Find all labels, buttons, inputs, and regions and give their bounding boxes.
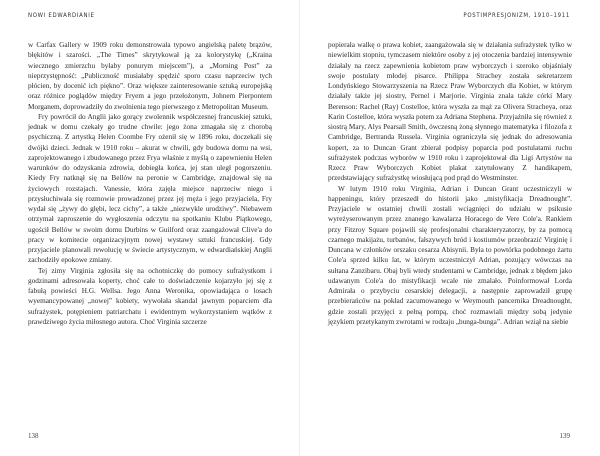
page-number-right: 139: [559, 432, 570, 440]
page-number-left: 138: [28, 432, 39, 440]
right-paragraph-2: W lutym 1910 roku Virginia, Adrian i Duncan Grant uczestniczyli w happeningu, który przeszedł do historii jako „mistyfikacja Dreadnought”. Przyjaciele w ostatniej chwili zostali wciągnięci do udziału w psikusie wyreżyserowanym przez znanego kawalarza Horacego de Vere Cole'a. Rankiem przy Fitzroy Square pojawili się profesjonalni charakteryzatorzy, by za pomocą czarnego makijażu, turbanów, fałszywych bród i kostiumów przeobrazić Virginię i Duncana w członków orszaku cesarza Abisynii. Była to powtórka podobnego żartu Cole'a sprzed kilku lat, w którym uczestniczył Adrian, pozujący wówczas na sułtana Zanzibaru. Obaj byli wtedy studentami w Cambridge, jednak z błędem jako udawanym Cole'a do mistyfikacji wcale nie zmalało. Poinformował Lorda Admirała o przybyciu cesarskiej delegacji, a następnie zaprowadził grupę przebierańców na pokład zacumowanego w Weymouth pancernika Dreadnought, gdzie zostali przyjęci z pełną pompą, choć rozmawiali między sobą jedynie językiem przetykanym zwrotami w rodzaju „bunga-bunga”. Adrian wziął na siebie: [328, 184, 572, 326]
right-paragraph-1: popierała walkę o prawa kobiet, zaangażowała się w działania sufrażystek tylko w niewielkim stopniu, tymczasem niektóre osoby z jej otoczenia bardziej intensywnie działały na rzecz zapewnienia kobietom praw wyborczych i szeroko objaśniały swoje postulaty młodej pisarce. Philippa Strachey została sekretarzem Londyńskiego Stowarzyszenia na Rzecz Praw Wyborczych dla Kobiet, w którym działały także jej siostry, Pernel i Marjorie. Virginia znała także córki Mary Berenson: Rachel (Ray) Costelloe, która wyszła za mąż za Olivera Stracheya, oraz Karin Costelloe, która wyszła potem za Adriana Stephena. Przyjaźniła się również z siostrą Mary, Alys Pearsall Smith, ówczesną żoną słynnego matematyka i filozofa z Cambridge, Bertranda Russela. Virginia ograniczyła się jednak do adresowania kopert, za to Duncan Grant zbierał podpisy poparcia pod postulatami ruchu sufrażystek podczas wyborów w 1910 roku i zaprojektował dla Ligi Artystów na Rzecz Praw Wyborczych Kobiet plakat zatytułowany Z handikapem, przedstawiający sufrażystkę wiosłującą pod prąd do Westminster.: [328, 41, 572, 183]
left-paragraph-1: w Carfax Gallery w 1909 roku demonstrowała typowo angielską paletę brązów, błękitów i szarości. „The Times” skrytykował ją za kolorystykę („Kraina wiecznego zmierzchu byłaby ponurym miejscem”), a „Morning Post” za nieprzystępność: „Publiczność musiałaby spędzić sporo czasu naprzeciw tych płócien, by docenić ich piękno”. Oraz większe zainteresowanie sztuką europejską oraz różnice poglądów między Fryem a jego przełożonym, Johnem Pierpontem Morganem, doprowadziły do zwolnienia tego pierwszego z Metropolitan Museum.: [28, 41, 272, 111]
left-page-text: [28, 40, 272, 327]
left-paragraph-2: Fry powrócił do Anglii jako gorący zwolennik współczesnej francuskiej sztuki, jednak w domu czekały go trudne chwile: jego żona zmagała się z chorobą psychiczną. Z artystką Helen Coombe Fry ożenił się w 1896 roku, doczekali się dwójki dzieci. Jednak w 1910 roku – akurat w chwili, gdy budowa domu na wsi, zaprojektowanego i zbudowanego przez Fryа właśnie z myślą o zapewnieniu Helen warunków do odzyskania zdrowia, dobiegła końca, jej stan uległ pogorszeniu. Kiedy Fry natknął się na Bellów na peronie w Cambridge, znajdował się na życiowych rozstajach. Vanessie, która zajęła miejsce naprzeciw niego i przysłuchiwała się rozmowie prowadzonej przez jej męża i jego przyjaciela, Fry wydał się „żywy do głębi, lecz cichy”, a także „niezwykle urodziwy”. Niebawem otrzymał zaproszenie do wygłoszenia odczytu na spotkaniu Klubu Piątkowego, ugościł Bellów w swoim domu Durbins w Guilford oraz zaangażował Clive'a do pracy w komitecie organizacyjnym nowej wystawy sztuki francuskiej. Gdy przyjaciele planowali rewolucję w świecie artystycznym, w edwardiańskiej Anglii zachodziły epokowe zmiany.: [28, 112, 272, 265]
right-page: [300, 0, 600, 456]
left-paragraph-3: Tej zimy Virginia zgłosiła się na ochotniczkę do pomocy sufrażystkom i godzinami adresowała koperty, choć całe to doświadczenie kojarzyło jej się z fabułą powieści H.G. Wellsa. Jego Anna Weronika, opowiadająca o losach wyemancypowanej „nowej” kobiety, wywołała skandal jawnym poparciem dla sufrażystek, potępieniem patriarchatu i ewidentnym wykorzystaniem wątków z prawdziwego życia miłosnego autora. Choć Virginia szczerze: [28, 266, 272, 326]
right-page-text: [328, 40, 572, 327]
running-head-left: NOWI EDWARDIANIE: [28, 12, 95, 19]
running-head-right: POSTIMPRESJONIZM, 1910–1911: [463, 12, 570, 19]
